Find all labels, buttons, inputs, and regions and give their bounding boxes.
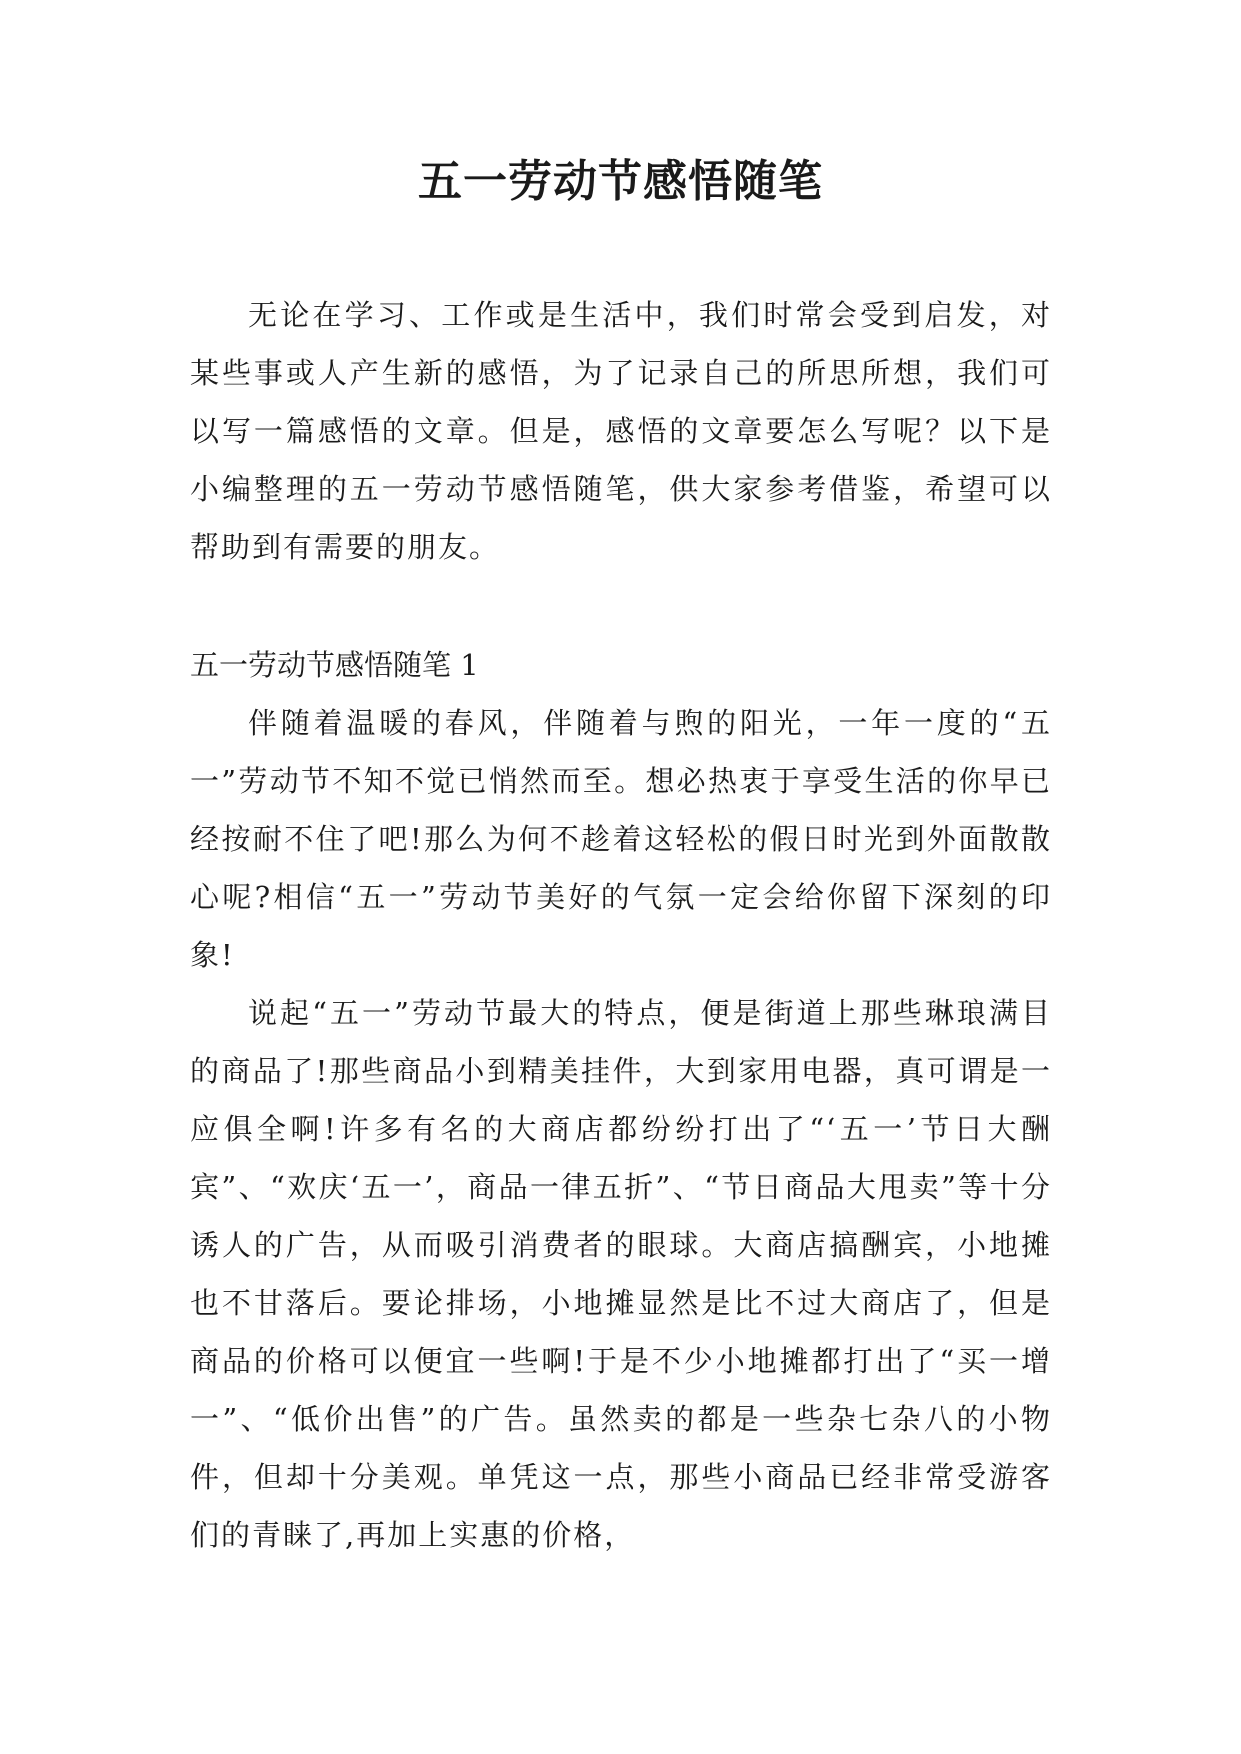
section-paragraph: 说起“五一”劳动节最大的特点，便是街道上那些琳琅满目的商品了!那些商品小到精美挂件，大到家用电器，真可谓是一应俱全啊!许多有名的大商店都纷纷打出了“‘五一’节日大酬宾”、“欢庆‘五一’，商品一律五折”、“节日商品大甩卖”等十分诱人的广告，从而吸引消费者的眼球。大商店搞酬宾，小地摊也不甘落后。要论排场，小地摊显然是比不过大商店了，但是商品的价格可以便宜一些啊!于是不少小地摊都打出了“买一增一”、“低价出售”的广告。虽然卖的都是一些杂七杂八的小物件，但却十分美观。单凭这一点，那些小商品已经非常受游客们的青睐了,再加上实惠的价格，	[190, 996, 1052, 1552]
document-title: 五一劳动节感悟随笔	[418, 156, 823, 207]
section-heading: 五一劳动节感悟随笔 1	[190, 648, 479, 682]
intro-block	[190, 286, 1052, 576]
section-paragraph: 伴随着温暖的春风，伴随着与煦的阳光，一年一度的“五一”劳动节不知不觉已悄然而至。想必热衷于享受生活的你早已经按耐不住了吧!那么为何不趁着这轻松的假日时光到外面散散心呢?相信“五一”劳动节美好的气氛一定会给你留下深刻的印象!	[190, 706, 1052, 972]
intro-paragraph: 无论在学习、工作或是生活中，我们时常会受到启发，对某些事或人产生新的感悟，为了记录自己的所思所想，我们可以写一篇感悟的文章。但是，感悟的文章要怎么写呢？以下是小编整理的五一劳动节感悟随笔，供大家参考借鉴，希望可以帮助到有需要的朋友。	[190, 298, 1052, 564]
section-1	[190, 636, 1052, 1564]
